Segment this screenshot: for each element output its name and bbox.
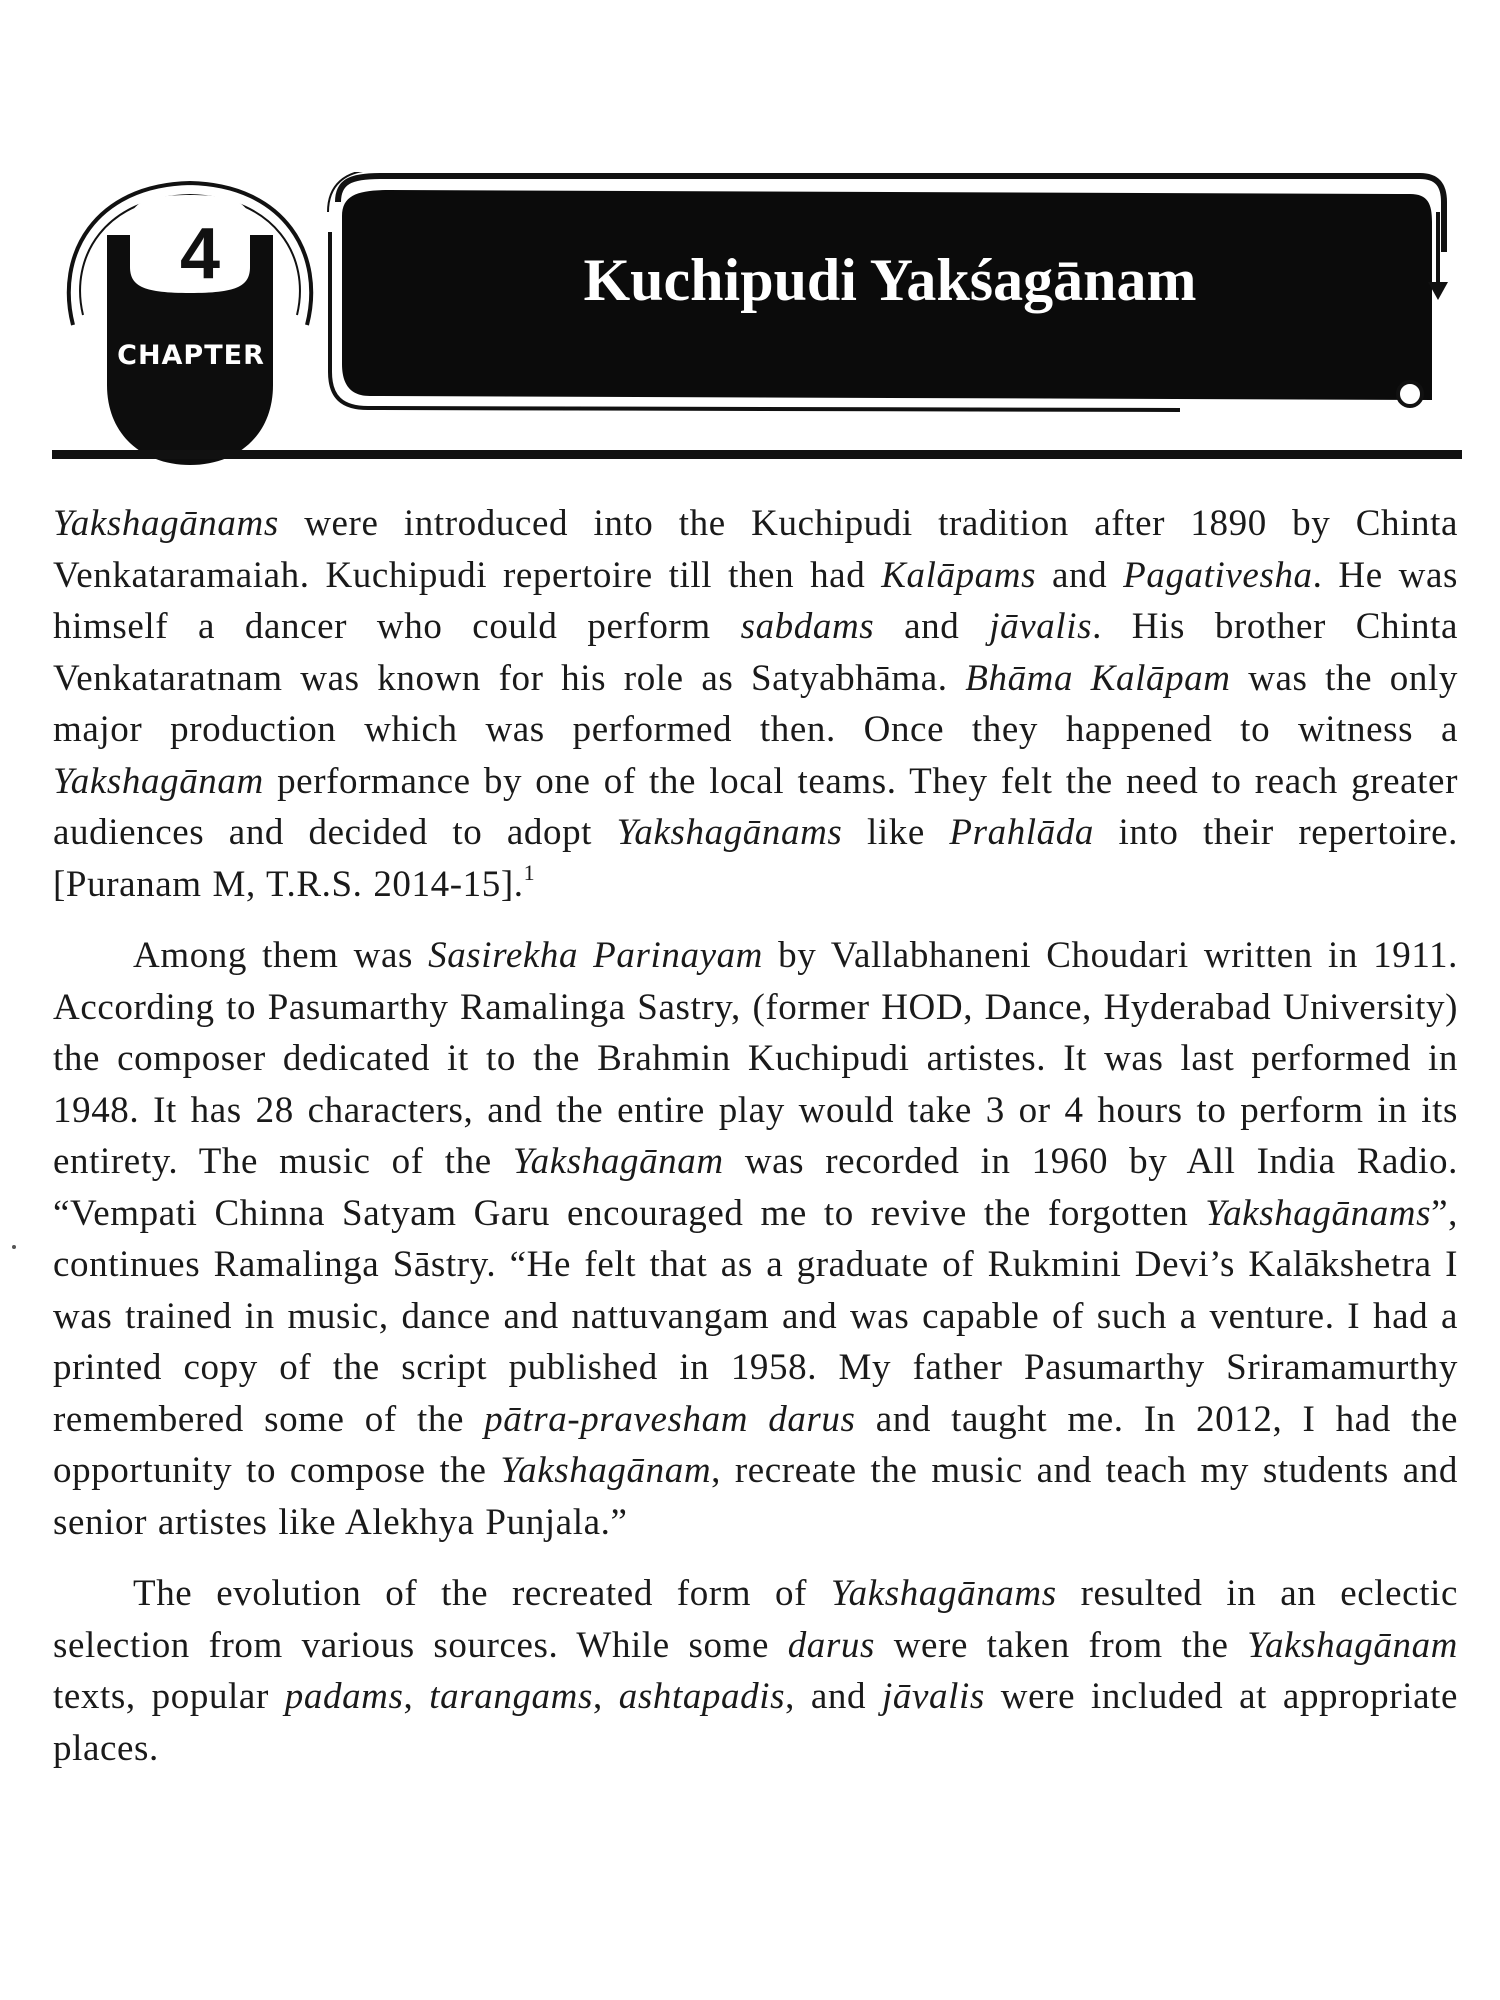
italic-term: Yakshagānam bbox=[53, 760, 264, 802]
chapter-title: Kuchipudi Yakśagānam bbox=[583, 247, 1197, 313]
italic-term: ashtapadis bbox=[618, 1676, 786, 1717]
text-run: was recorded in 1960 by All India Radio. “Vempati Chinna Satyam Garu encouraged me to revive the forgotten bbox=[53, 1141, 1459, 1234]
text-run: . His brother Chinta Venkataratnam was known for his role as Satyabhāma. bbox=[53, 606, 1458, 699]
italic-term: Yakshagānams bbox=[1205, 1192, 1432, 1234]
italic-term: Yakshagānam bbox=[500, 1450, 712, 1491]
italic-term: padams bbox=[284, 1676, 404, 1717]
text-run: performance by one of the local teams. They felt the need to reach greater audiences and decided to adopt bbox=[53, 760, 1458, 853]
italic-term: pātra-pravesham darus bbox=[484, 1398, 856, 1440]
text-run: , bbox=[403, 1676, 430, 1717]
text-run: , recreate the music and teach my students and senior artistes like Alekhya Punjala.” bbox=[53, 1450, 1458, 1543]
text-run: were included at appropriate places. bbox=[53, 1676, 1458, 1769]
italic-term: jāvalis bbox=[882, 1676, 985, 1717]
italic-term: Pagativesha bbox=[1123, 554, 1313, 596]
text-run: and bbox=[1036, 554, 1124, 596]
italic-term: Sasirekha Parinayam bbox=[428, 935, 764, 976]
text-run: were introduced into the Kuchipudi tradition after 1890 by Chinta Venkataramaiah. Kuchipudi repertoire till then had bbox=[53, 503, 1458, 596]
text-run: resulted in an eclectic selection from various sources. While some bbox=[53, 1573, 1458, 1666]
text-run: into their repertoire. [Puranam M, T.R.S. 2014-15]. bbox=[53, 812, 1459, 905]
text-run: were taken from the bbox=[875, 1624, 1248, 1666]
header-rule bbox=[52, 450, 1462, 459]
italic-term: sabdams bbox=[740, 606, 875, 647]
italic-term: jāvalis bbox=[989, 606, 1093, 647]
italic-term: Yakshagānam bbox=[1247, 1624, 1458, 1666]
italic-term: Yakshagānams bbox=[53, 503, 279, 544]
italic-term: Yakshagānams bbox=[616, 812, 843, 853]
text-run: Among them was bbox=[133, 935, 429, 976]
italic-term: Bhāma Kalāpam bbox=[965, 657, 1231, 699]
text-run: and taught me. In 2012, I had the opportunity to compose the bbox=[53, 1398, 1458, 1491]
text-run: , and bbox=[785, 1676, 883, 1717]
chapter-header bbox=[0, 0, 1500, 470]
italic-term: Kalāpams bbox=[881, 554, 1037, 596]
paragraph-2 bbox=[53, 930, 1458, 1548]
italic-term: Yakshagānams bbox=[830, 1573, 1057, 1614]
text-run: texts, popular bbox=[53, 1676, 285, 1717]
italic-term: Yakshagānam bbox=[512, 1141, 724, 1182]
text-run: by Vallabhaneni Choudari written in 1911. According to Pasumarthy Ramalinga Sastry, (former HOD, Dance, Hyderabad University) the composer dedicated it to the Brahmin Kuchipudi artistes. It was last performed in 1948. It has 28 characters, and the entire play would take 3 or 4 hours to perform in its entirety. The music of the bbox=[53, 935, 1459, 1182]
italic-term: Prahlāda bbox=[949, 812, 1094, 853]
page-speck bbox=[12, 1245, 16, 1249]
text-run: . He was himself a dancer who could perform bbox=[53, 554, 1458, 647]
paragraph-1 bbox=[53, 498, 1458, 910]
chapter-label: CHAPTER bbox=[117, 340, 265, 371]
chapter-number: 4 bbox=[179, 214, 221, 294]
text-run: , bbox=[592, 1676, 619, 1717]
body-text bbox=[53, 498, 1458, 1774]
text-run: was the only major production which was performed then. Once they happened to witness a bbox=[53, 657, 1458, 750]
text-run: and bbox=[874, 606, 990, 647]
footnote-ref: 1 bbox=[523, 859, 536, 885]
text-run: ”, continues Ramalinga Sāstry. “He felt that as a graduate of Rukmini Devi’s Kalākshetra I was trained in music, dance and nattuvangam and was capable of such a venture. I had a printed copy of the script published in 1958. My father Pasumarthy Sriramamurthy remembered some of the bbox=[53, 1192, 1458, 1440]
italic-term: darus bbox=[787, 1624, 876, 1666]
paragraph-3 bbox=[53, 1568, 1458, 1774]
text-run: like bbox=[842, 812, 950, 853]
italic-term: tarangams bbox=[429, 1676, 593, 1717]
text-run: The evolution of the recreated form of bbox=[133, 1573, 831, 1614]
